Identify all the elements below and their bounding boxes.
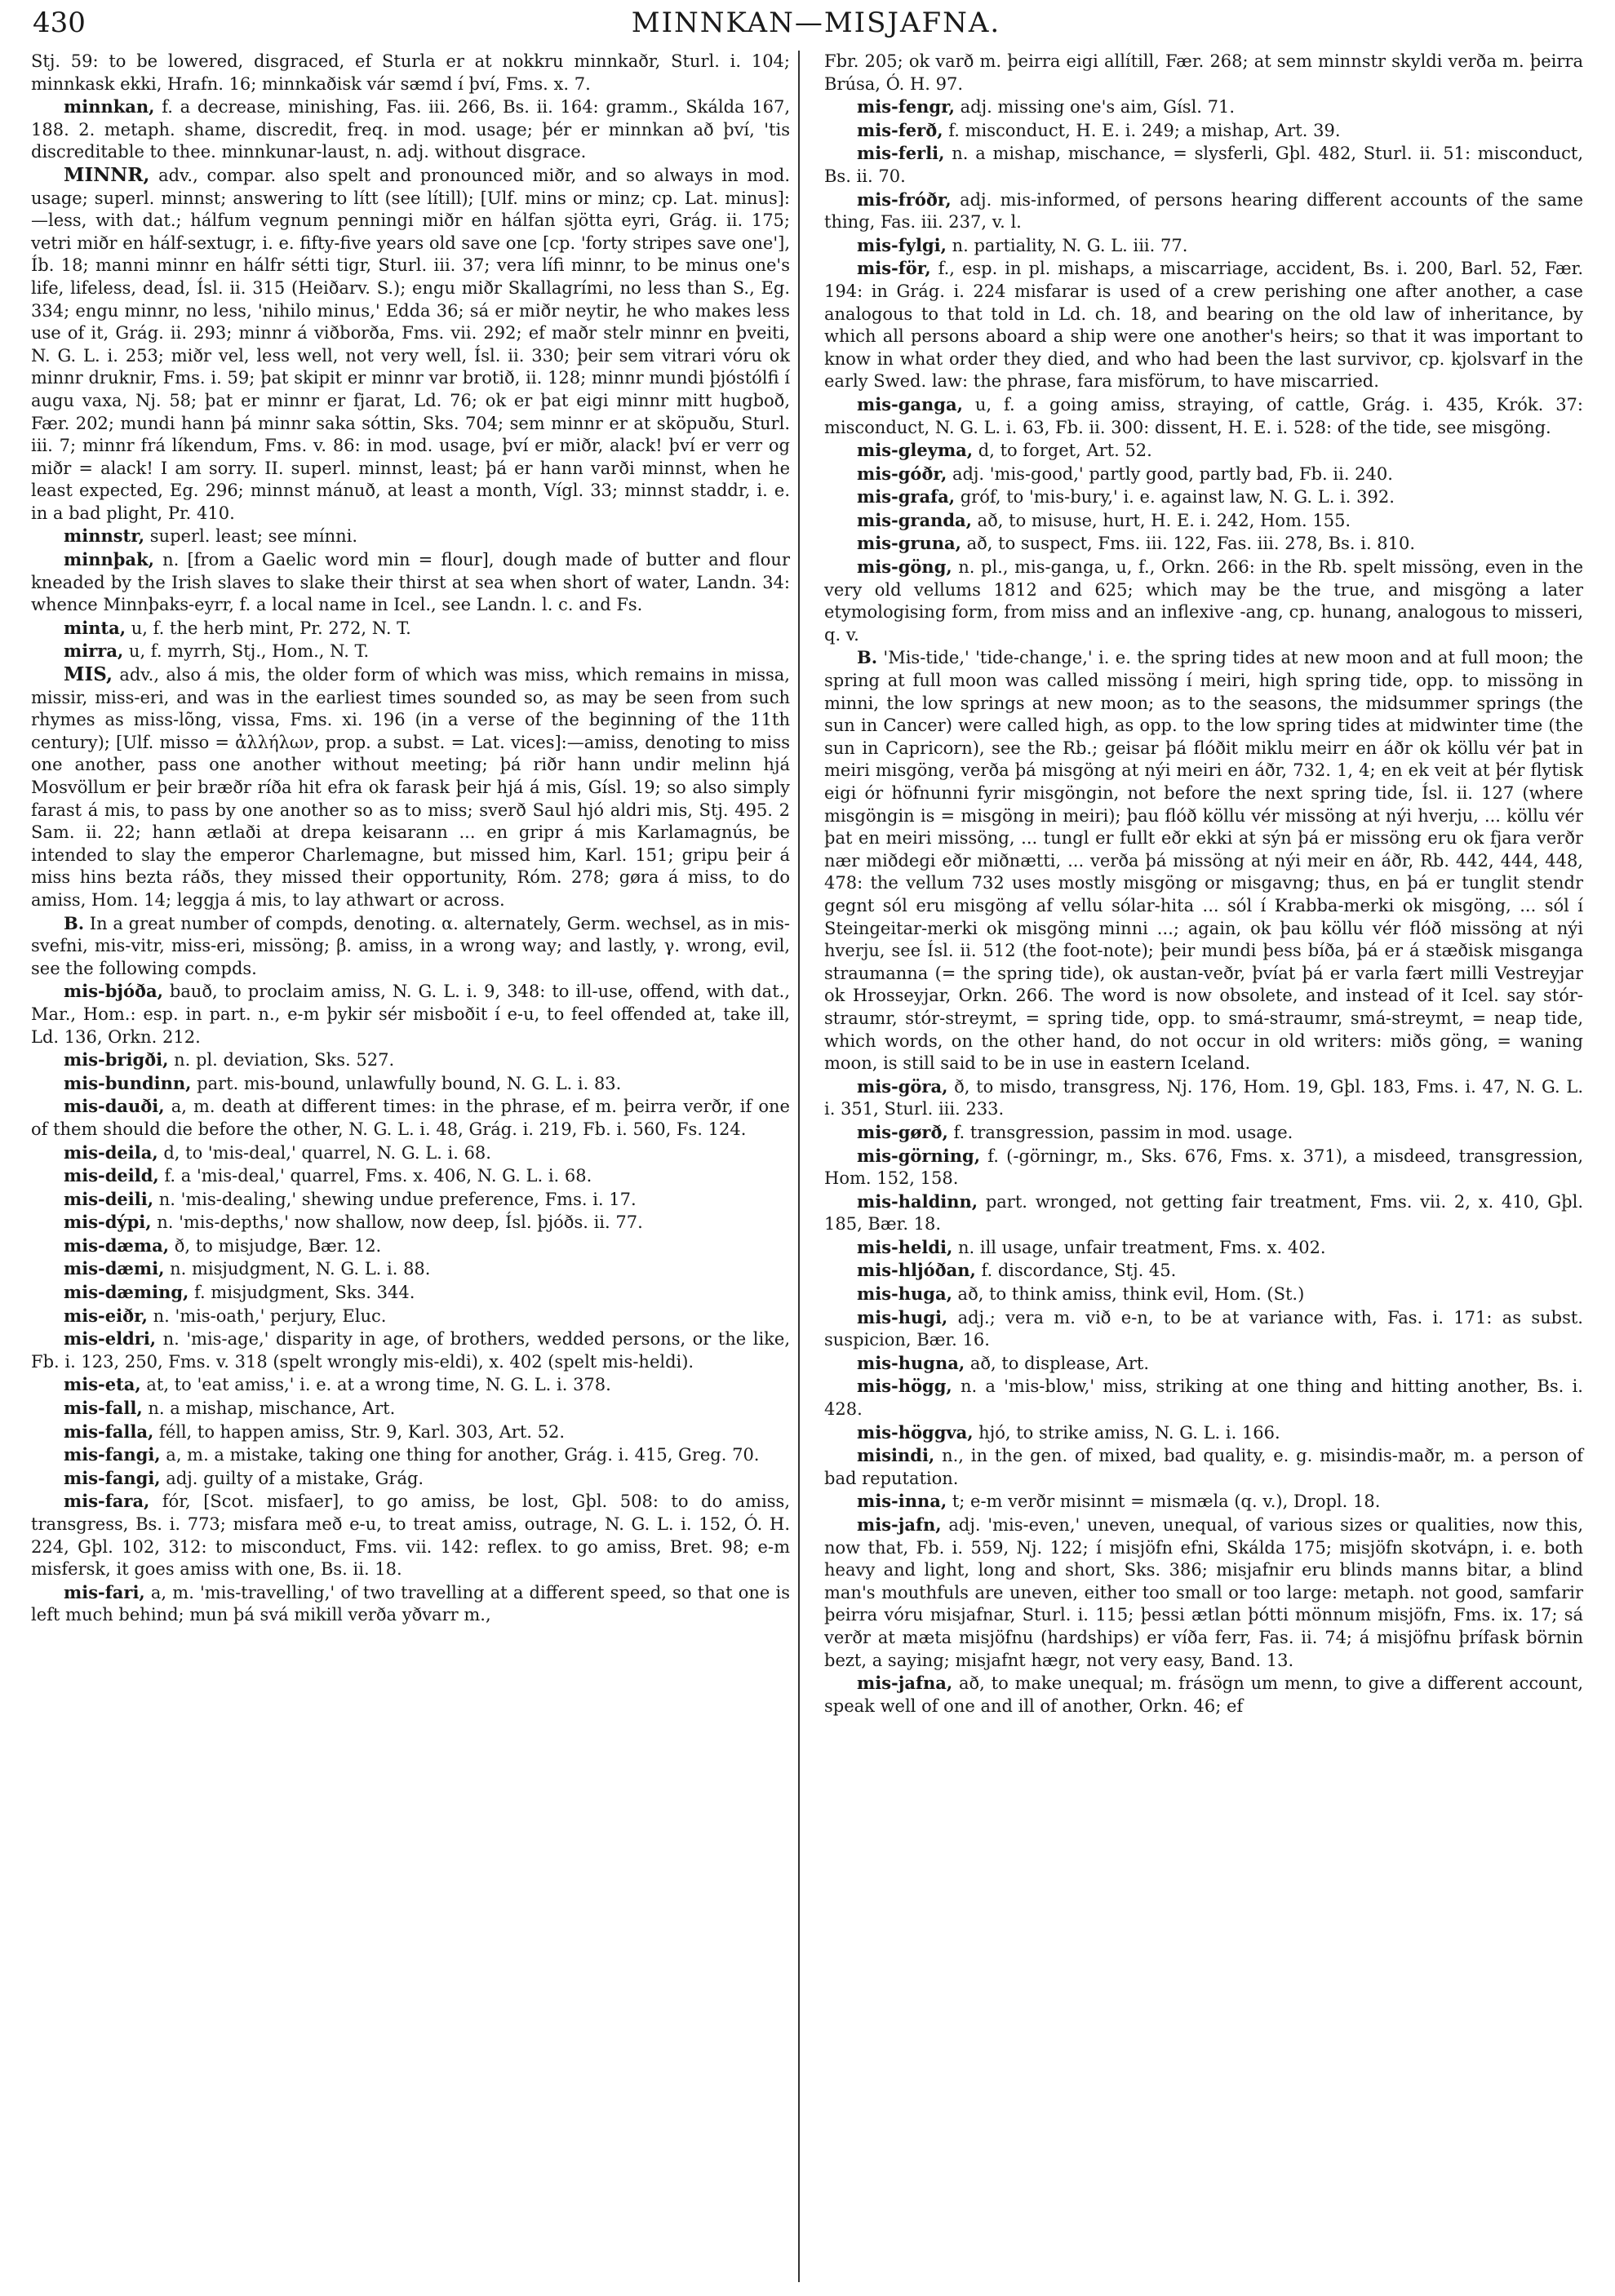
entry-headword: mis-deili, bbox=[64, 1188, 154, 1209]
entry-headword: mis-dæmi, bbox=[64, 1258, 165, 1279]
entry-headword: MINNR, bbox=[64, 163, 150, 186]
entry-text: f., esp. in pl. mishaps, a miscarriage, accident, Bs. i. 200, Barl. 52, Fær. 194: in Grág. i. 224 misfarar is used of a crew perishing one after another, a case analogous to that told in Ld. ch. 18, and bearing on the old law of inheritance, by which all persons aboard a ship were one another's heirs; so that it was important to know in what order they died, and who had been the last survivor, cp. kjolsvarf in the early Swed. law: the phrase, fara misförum, to have miscarried. bbox=[824, 259, 1583, 392]
entry-headword: mis-dýpi, bbox=[64, 1212, 152, 1233]
entry-headword: mis-göra, bbox=[857, 1075, 948, 1097]
entry-headword: MIS, bbox=[64, 663, 113, 686]
entry-text: u, f. the herb mint, Pr. 272, N. T. bbox=[126, 618, 411, 638]
entry-headword: mis-eiðr, bbox=[64, 1305, 148, 1326]
page-title: MINNKAN—MISJAFNA. bbox=[631, 7, 1001, 39]
entry-text: a, m. death at different times: in the phrase, ef m. þeirra verðr, if one of them should die before the other, N. G. L. i. 48, Grág. i. 219, Fb. i. 560, Fs. 124. bbox=[31, 1097, 790, 1139]
dictionary-entry bbox=[824, 119, 1583, 143]
entry-text: f. a 'mis-deal,' quarrel, Fms. x. 406, N. G. L. i. 68. bbox=[158, 1166, 592, 1186]
entry-text: n. pl. deviation, Sks. 527. bbox=[168, 1050, 395, 1070]
entry-text: að, to make unequal; m. frásögn um menn, to give a different account, speak well of one and ill of another, Orkn. 46; ef bbox=[824, 1673, 1583, 1716]
dictionary-entry bbox=[31, 1397, 790, 1421]
entry-headword: mis-högg, bbox=[857, 1376, 952, 1397]
entry-text: f. transgression, passim in mod. usage. bbox=[947, 1122, 1293, 1142]
entry-headword: mis-grafa, bbox=[857, 486, 956, 508]
right-column bbox=[824, 51, 1583, 1718]
entry-headword: mis-jafn, bbox=[857, 1514, 942, 1535]
entry-text: In a great number of compds, denoting. α. alternately, Germ. wechsel, as in mis-svefni, mis-vitr, miss-eri, missöng; β. amiss, in a wrong way; and lastly, γ. wrong, evil, see the following compds. bbox=[31, 913, 790, 978]
dictionary-entry bbox=[824, 1121, 1583, 1145]
dictionary-entry bbox=[824, 1190, 1583, 1236]
dictionary-entry bbox=[31, 525, 790, 548]
entry-text: Fbr. 205; ok varð m. þeirra eigi allítill, Fær. 268; at sem minnstr skyldi verða m. þeirra Brúsa, Ó. H. 97. bbox=[824, 51, 1583, 94]
entry-text: bauð, to proclaim amiss, N. G. L. i. 9, 348: to ill-use, offend, with dat., Mar., Hom.: esp. in part. n., e-m þykir sér misboðit í e-u, to feel offended at, take ill, Ld. 136, Orkn. 212. bbox=[31, 982, 790, 1047]
entry-text: n. misjudgment, N. G. L. i. 88. bbox=[164, 1259, 431, 1279]
entry-headword: B. bbox=[64, 912, 85, 933]
dictionary-entry bbox=[31, 663, 790, 912]
dictionary-entry bbox=[31, 640, 790, 663]
entry-text: n., in the gen. of mixed, bad quality, e. g. misindis-maðr, m. a person of bad reputation. bbox=[824, 1446, 1583, 1488]
dictionary-entry bbox=[824, 1075, 1583, 1121]
dictionary-entry bbox=[824, 188, 1583, 234]
entry-text: f. (-görningr, m., Sks. 676, Fms. x. 371), a misdeed, transgression, Hom. 152, 158. bbox=[824, 1146, 1583, 1189]
entry-headword: mis-gleyma, bbox=[857, 440, 974, 461]
page-header bbox=[33, 7, 1599, 39]
dictionary-entry bbox=[31, 980, 790, 1048]
entry-headword: mis-gruna, bbox=[857, 533, 961, 554]
entry-text: n. partiality, N. G. L. iii. 77. bbox=[946, 235, 1188, 255]
entry-text: a, m. a mistake, taking one thing for another, Grág. i. 415, Greg. 70. bbox=[160, 1445, 760, 1465]
entry-text: n. a 'mis-blow,' miss, striking at one thing and hitting another, Bs. i. 428. bbox=[824, 1376, 1583, 1420]
dictionary-entry bbox=[824, 509, 1583, 533]
entry-headword: B. bbox=[857, 647, 878, 668]
dictionary-entry bbox=[824, 439, 1583, 463]
entry-text: a, m. 'mis-travelling,' of two travelling at a different speed, so that one is left much behind; mun þá svá mikill verða yðvarr m., bbox=[31, 1582, 790, 1625]
entry-headword: mis-ferð, bbox=[857, 119, 943, 140]
dictionary-entry bbox=[824, 556, 1583, 646]
entry-text: 'Mis-tide,' 'tide-change,' i. e. the spring tides at new moon and at full moon; the spring at full moon was called missöng í meiri, high spring tide, opp. to missöng in minni, the low springs at new moon; as to the seasons, the midsummer springs (the sun in Cancer) were called high, as opp. to the low spring tides at midwinter time (the sun in Capricorn), see the Rb.; geisar þá flóðit miklu meirr en áðr ok köllu vér þat in meiri misgöng, verða þá misgöng at nýi meiri en áðr, 732. 1, 4; en ek veit at þér flytisk eigi ór höfnunni fyrir misgöngin, not before the next spring tide, Ísl. ii. 127 (where misgöngin is = misgöng in meiri); þau flóð köllu vér missöng at nýi hverju, ... köllu vér þat en meiri missöng, ... tungl er fullt eðr ekki at sýn þá er missöng eru ok fjara verðr nær miðdegi eðr miðnætti, ... verða þá missöng at nýi meir en áðr, Rb. 442, 444, 448, 478: the vellum 732 uses mostly misgöng or misgavng; thus, en þá er tunglit stendr gegnt sól eru misgöng af vellu sólar-hita ... sól í Krabba-merki ok misgöng, ... sól í Steingeitar-merki ok misgöng minni ...; again, ok þau köllu vér flóð missöng at nýi hverju, see Ísl. ii. 512 (the foot-note); þeir mundi þess bíða, þá er á stæðisk misganga straumanna (= the spring tide), ok austan-veðr, þvíat þá er varla fært milli Vestreyjar ok Hrosseyjar, Orkn. 266. The word is now obsolete, and instead of it Icel. say stór-straumr, stór-streymt, = spring tide, opp. to smá-straumr, smá-streymt, = neap tide, which words, on the other hand, do not occur in old writers: miðs göng, = waning moon, is still said to be in use in eastern Iceland. bbox=[824, 648, 1583, 1074]
dictionary-entry bbox=[824, 234, 1583, 258]
entry-headword: mis-brigði, bbox=[64, 1049, 169, 1070]
entry-headword: mirra, bbox=[64, 640, 124, 662]
entry-text: gróf, to 'mis-bury,' i. e. against law, N. G. L. i. 392. bbox=[955, 487, 1395, 508]
entry-headword: mis-huga, bbox=[857, 1283, 952, 1305]
entry-headword: mis-fróðr, bbox=[857, 188, 952, 210]
left-column bbox=[31, 51, 790, 1627]
entry-headword: mis-falla, bbox=[64, 1421, 154, 1442]
dictionary-entry bbox=[31, 912, 790, 981]
entry-headword: mis-fangi, bbox=[64, 1467, 161, 1488]
dictionary-entry bbox=[824, 532, 1583, 556]
dictionary-entry bbox=[31, 95, 790, 164]
dictionary-entry bbox=[824, 1145, 1583, 1190]
entry-headword: mis-granda, bbox=[857, 509, 972, 530]
dictionary-entry bbox=[824, 257, 1583, 393]
entry-headword: mis-heldi, bbox=[857, 1236, 953, 1257]
entry-headword: mis-ferli, bbox=[857, 143, 945, 164]
entry-text: að, to think amiss, think evil, Hom. (St.) bbox=[952, 1284, 1305, 1305]
entry-text: at, to 'eat amiss,' i. e. at a wrong time, N. G. L. i. 378. bbox=[140, 1375, 611, 1395]
entry-headword: minnþak, bbox=[64, 549, 154, 570]
entry-text: f. misjudgment, Sks. 344. bbox=[189, 1283, 415, 1303]
dictionary-entry bbox=[31, 51, 790, 95]
entry-headword: mis-fari, bbox=[64, 1581, 145, 1602]
entry-text: féll, to happen amiss, Str. 9, Karl. 303, Art. 52. bbox=[153, 1421, 566, 1442]
dictionary-entry bbox=[31, 1048, 790, 1072]
page-number: 430 bbox=[33, 7, 86, 39]
entry-text: n. 'mis-dealing,' shewing undue preference, Fms. i. 17. bbox=[153, 1189, 637, 1209]
entry-headword: mis-eldri, bbox=[64, 1328, 157, 1350]
dictionary-entry bbox=[31, 1373, 790, 1397]
entry-headword: mis-ganga, bbox=[857, 393, 963, 414]
entry-headword: mis-göng, bbox=[857, 556, 952, 578]
entry-text: að, to displease, Art. bbox=[965, 1353, 1150, 1373]
entry-text: adv., compar. also spelt and pronounced miðr, and so always in mod. usage; superl. minnst; answering to lítt (see lítill); [Ulf. mins or minz; cp. Lat. minus]:—less, with dat.; hálfum vegnum penningi miðr en hálfan sjötta eyri, Grág. ii. 175; vetri miðr en hálf-sextugr, i. e. fifty-five years old save one [cp. 'forty stripes save one'], Íb. 18; manni minnr en hálfr sétti tigr, Sturl. iii. 37; vera lífi minnr, to be minus one's life, lifeless, dead, Ísl. ii. 315 (Heiðarv. S.); engu miðr Skallagrími, no less than S., Eg. 334; engu minnr, no less, 'nihilo minus,' Edda 36; sá er miðr neytir, he who makes less use of it, Grág. ii. 293; minnr á viðborða, Fms. vii. 292; ef maðr stelr minnr en þveiti, N. G. L. i. 253; miðr vel, less well, not very well, Ísl. ii. 330; þeir sem vitrari vóru ok minnr druknir, Fms. i. 59; þat skipit er minnr var brotið, ii. 128; minnr mundi þjóstólfi í augu vaxa, Nj. 58; þat er minnr er fjarat, Ld. 76; ok er þat eigi minnr mitt hugboð, Fær. 202; mundi hann þá minnr saka sóttin, Sks. 704; sem minnr er at sköpuðu, Sturl. iii. 7; minnr frá líkendum, Fms. v. 86: in mod. usage, því er miðr, alack! því er verr og miðr = alack! I am sorry. II. superl. minnst, least; þá er hann varði minnst, when he least expected, Eg. 296; minnst mánuð, at least a month, Vígl. 33; minnst staddr, i. e. in a bad plight, Pr. 410. bbox=[31, 165, 790, 523]
entry-text: ð, to misjudge, Bær. 12. bbox=[169, 1235, 382, 1256]
entry-headword: mis-fall, bbox=[64, 1398, 143, 1419]
entry-headword: mis-hugi, bbox=[857, 1306, 948, 1328]
dictionary-entry bbox=[824, 1306, 1583, 1352]
entry-headword: mis-deila, bbox=[64, 1141, 158, 1163]
entry-text: n. 'mis-oath,' perjury, Eluc. bbox=[147, 1305, 387, 1326]
entry-headword: mis-bjóða, bbox=[64, 981, 163, 1002]
entry-headword: mis-dæma, bbox=[64, 1234, 170, 1256]
dictionary-entry bbox=[31, 1467, 790, 1491]
entry-text: part. mis-bound, unlawfully bound, N. G. L. i. 83. bbox=[191, 1073, 622, 1093]
entry-headword: mis-höggva, bbox=[857, 1421, 974, 1443]
dictionary-entry bbox=[31, 1257, 790, 1281]
dictionary-entry bbox=[824, 142, 1583, 188]
entry-headword: misindi, bbox=[857, 1445, 935, 1466]
dictionary-entry bbox=[31, 1234, 790, 1258]
dictionary-entry bbox=[824, 1514, 1583, 1672]
entry-text: adj. mis-informed, of persons hearing different accounts of the same thing, Fas. iii. 237, v. l. bbox=[824, 189, 1583, 233]
entry-text: u, f. myrrh, Stj., Hom., N. T. bbox=[123, 641, 370, 662]
entry-text: t; e-m verðr misinnt = mismæla (q. v.), Dropl. 18. bbox=[947, 1492, 1381, 1512]
entry-headword: mis-fengr, bbox=[857, 96, 955, 117]
entry-headword: mis-góðr, bbox=[857, 463, 947, 484]
dictionary-entry bbox=[824, 1236, 1583, 1260]
entry-text: n. pl., mis-ganga, u, f., Orkn. 266: in the Rb. spelt missöng, even in the very old vellums 1812 and 625; which may be the true, and misgöng a later etymologising form, from miss and an inflexive -ang, cp. hunang, analogous to misseri, q. v. bbox=[824, 557, 1583, 645]
entry-text: að, to misuse, hurt, H. E. i. 242, Hom. 155. bbox=[971, 510, 1351, 530]
dictionary-entry bbox=[824, 485, 1583, 509]
dictionary-entry bbox=[824, 463, 1583, 486]
entry-text: adv., also á mis, the older form of which was miss, which remains in missa, missir, miss-eri, and was in the earliest times sounded so, as may be seen from such rhymes as miss-lõng, vissa, Fms. xi. 196 (in a verse of the beginning of the 11th century); [Ulf. misso = ἀλλήλων, prop. a subst. = Lat. vices]:—amiss, denoting to miss one another, pass one another without meeting; þá riðr hann undir melinn hjá Mosvöllum er þeir bræðr ríða hit efra ok farask þeir hjá á mis, Gísl. 19; so also simply farast á mis, to pass by one another so as to miss; sverð Saul hjó aldri mis, Stj. 495. 2 Sam. ii. 22; hann ætlaði at drepa keisarann ... en gripr á mis Karlamagnús, be intended to slay the emperor Charlemagne, but missed him, Karl. 151; gripu þeir á miss hins bezta ráðs, they missed their opportunity, Róm. 278; gøra á miss, to do amiss, Hom. 14; leggja á mis, to lay athwart or across. bbox=[31, 665, 790, 910]
column-divider bbox=[798, 51, 800, 2282]
entry-text: adj. 'mis-good,' partly good, partly bad, Fb. ii. 240. bbox=[947, 463, 1393, 484]
dictionary-entry bbox=[824, 1375, 1583, 1421]
entry-text: hjó, to strike amiss, N. G. L. i. 166. bbox=[973, 1422, 1280, 1443]
entry-text: n. a mishap, mischance, Art. bbox=[142, 1398, 396, 1419]
entry-text: f. a decrease, minishing, Fas. iii. 266, Bs. ii. 164: gramm., Skálda 167, 188. 2. metaph. shame, discredit, freq. in mod. usage; þér er minnkan að því, 'tis discreditable to thee. minnkunar-laust, n. adj. without disgrace. bbox=[31, 97, 790, 162]
entry-text: part. wronged, not getting fair treatment, Fms. vii. 2, x. 410, Gþl. 185, Bær. 18. bbox=[824, 1191, 1583, 1234]
entry-headword: mis-dauði, bbox=[64, 1096, 165, 1117]
entry-text: d, to 'mis-deal,' quarrel, N. G. L. i. 68. bbox=[158, 1142, 491, 1163]
entry-text: adj. 'mis-even,' uneven, unequal, of various sizes or qualities, now this, now that, Fb. i. 559, Nj. 122; í misjöfn efni, Skálda 175; misjöfn skotvápn, i. e. both heavy and light, long and short, Sks. 386; misjafnir eru blinds manns bitar, a blind man's mouthfuls are uneven, either too small or too large: metaph. not good, samfarir þeirra vóru misjafnar, Sturl. i. 115; þessi ætlan þótti mönnum misjöfn, Fms. ix. 17; sá verðr at mæta misjöfnu (hardships) er víða ferr, Fas. ii. 74; á misjöfnu þrífask börnin bezt, a saying; misjafnt hægr, not very easy, Band. 13. bbox=[824, 1515, 1583, 1670]
dictionary-entry bbox=[31, 1211, 790, 1234]
dictionary-entry bbox=[31, 617, 790, 640]
entry-text: u, f. a going amiss, straying, of cattle, Grág. i. 435, Krók. 37: misconduct, N. G. L. i. 63, Fb. ii. 300: dissent, H. E. i. 528: of the tide, see misgöng. bbox=[824, 394, 1583, 437]
dictionary-entry bbox=[824, 393, 1583, 439]
entry-text: n. [from a Gaelic word min = flour], dough made of butter and flour kneaded by the Irish slaves to slake their thirst at sea when short of water, Landn. 34: whence Minnþaks-eyrr, f. a local name in Icel., see Landn. l. c. and Fs. bbox=[31, 550, 790, 615]
dictionary-entry bbox=[31, 1072, 790, 1096]
dictionary-entry bbox=[31, 1421, 790, 1444]
dictionary-entry bbox=[824, 1352, 1583, 1376]
dictionary-entry bbox=[31, 1581, 790, 1627]
dictionary-entry bbox=[31, 548, 790, 617]
entry-text: Stj. 59: to be lowered, disgraced, ef Sturla er at nokkru minnkaðr, Sturl. i. 104; minnkask ekki, Hrafn. 16; minnkaðisk vár sæmd í því, Fms. x. 7. bbox=[31, 51, 790, 94]
entry-headword: mis-hljóðan, bbox=[857, 1260, 976, 1281]
entry-headword: mis-fara, bbox=[64, 1491, 150, 1512]
dictionary-entry bbox=[824, 95, 1583, 119]
dictionary-entry bbox=[824, 646, 1583, 1075]
entry-text: n. 'mis-depths,' now shallow, now deep, Ísl. þjóðs. ii. 77. bbox=[151, 1212, 643, 1233]
dictionary-entry bbox=[31, 1188, 790, 1212]
entry-text: að, to suspect, Fms. iii. 122, Fas. iii. 278, Bs. i. 810. bbox=[961, 534, 1416, 554]
entry-headword: mis-hugna, bbox=[857, 1352, 965, 1373]
entry-text: f. discordance, Stj. 45. bbox=[975, 1261, 1177, 1281]
entry-headword: mis-fylgi, bbox=[857, 234, 947, 255]
entry-text: fór, [Scot. misfaer], to go amiss, be lost, Gþl. 508: to do amiss, transgress, Bs. i. 773; misfara með e-u, to treat amiss, outrage, N. G. L. i. 152, Ó. H. 224, Gþl. 102, 312: to misconduct, Fms. vii. 142: reflex. to go amiss, Bret. 98; e-m misfersk, it goes amiss with one, Bs. ii. 18. bbox=[31, 1492, 790, 1580]
entry-headword: mis-eta, bbox=[64, 1374, 141, 1395]
dictionary-entry bbox=[31, 1443, 790, 1467]
entry-text: n. 'mis-age,' disparity in age, of brothers, wedded persons, or the like, Fb. i. 123, 250, Fms. v. 318 (spelt wrongly mis-eldi), x. 402 (spelt mis-heldi). bbox=[31, 1329, 790, 1372]
entry-text: f. misconduct, H. E. i. 249; a mishap, Art. 39. bbox=[943, 120, 1341, 140]
entry-headword: mis-för, bbox=[857, 258, 931, 279]
entry-text: adj. guilty of a mistake, Grág. bbox=[160, 1468, 424, 1488]
dictionary-entry bbox=[31, 1141, 790, 1165]
dictionary-entry bbox=[31, 164, 790, 525]
entry-text: n. ill usage, unfair treatment, Fms. x. 402. bbox=[952, 1237, 1326, 1257]
entry-text: n. a mishap, mischance, = slysferli, Gþl. 482, Sturl. ii. 51: misconduct, Bs. ii. 70. bbox=[824, 144, 1583, 186]
dictionary-entry bbox=[824, 1259, 1583, 1283]
entry-text: adj. missing one's aim, Gísl. 71. bbox=[954, 97, 1236, 117]
dictionary-entry bbox=[31, 1164, 790, 1188]
entry-headword: mis-bundinn, bbox=[64, 1072, 192, 1093]
entry-headword: mis-haldinn, bbox=[857, 1190, 978, 1212]
dictionary-entry bbox=[824, 1421, 1583, 1445]
dictionary-entry bbox=[824, 1444, 1583, 1490]
entry-text: superl. least; see mínni. bbox=[144, 526, 358, 547]
entry-headword: mis-fangi, bbox=[64, 1444, 161, 1465]
entry-headword: minnkan, bbox=[64, 96, 155, 117]
dictionary-entry bbox=[31, 1095, 790, 1141]
dictionary-entry bbox=[824, 1283, 1583, 1306]
entry-headword: mis-görning, bbox=[857, 1145, 980, 1166]
entry-headword: mis-deild, bbox=[64, 1165, 159, 1186]
entry-text: d, to forget, Art. 52. bbox=[973, 441, 1152, 461]
dictionary-entry bbox=[824, 51, 1583, 95]
dictionary-entry bbox=[31, 1281, 790, 1305]
dictionary-entry bbox=[31, 1305, 790, 1328]
entry-headword: mis-inna, bbox=[857, 1491, 947, 1512]
entry-text: ð, to misdo, transgress, Nj. 176, Hom. 19, Gþl. 183, Fms. i. 47, N. G. L. i. 351, Sturl. iii. 233. bbox=[824, 1076, 1583, 1119]
entry-headword: mis-jafna, bbox=[857, 1673, 953, 1694]
dictionary-entry bbox=[824, 1490, 1583, 1514]
entry-headword: minta, bbox=[64, 617, 126, 638]
entry-headword: mis-gørð, bbox=[857, 1121, 948, 1142]
entry-headword: minnstr, bbox=[64, 525, 145, 547]
dictionary-entry bbox=[824, 1672, 1583, 1718]
entry-text: adj.; vera m. við e-n, to be at variance with, Fas. i. 171: as subst. suspicion, Bær. 16. bbox=[824, 1307, 1583, 1350]
dictionary-entry bbox=[31, 1328, 790, 1373]
entry-headword: mis-dæming, bbox=[64, 1282, 189, 1303]
dictionary-entry bbox=[31, 1490, 790, 1580]
